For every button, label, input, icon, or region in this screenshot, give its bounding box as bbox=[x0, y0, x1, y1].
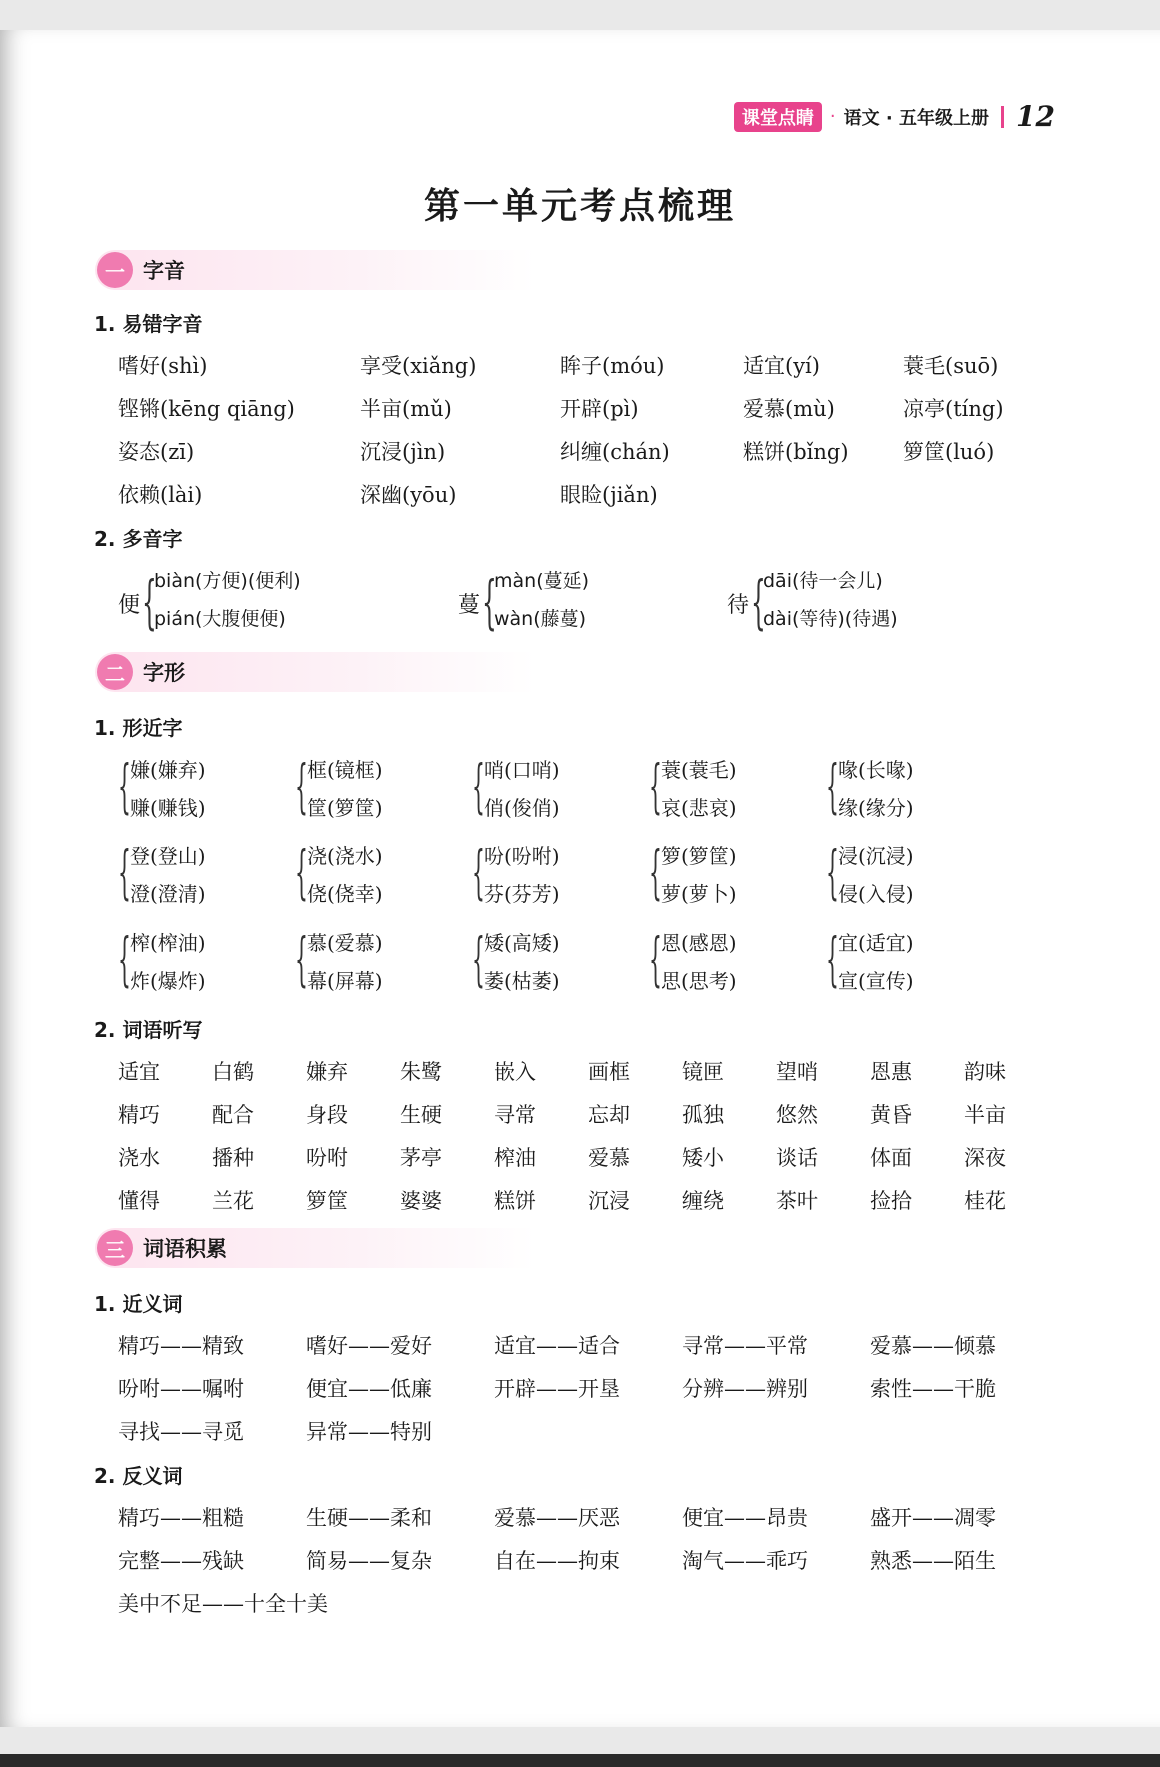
synonym-pair: 适宜——适合 bbox=[494, 1334, 620, 1358]
pronunciation-item: 凉亭(tíng) bbox=[903, 397, 1004, 421]
polyphone-reading: biàn(方便)(便利) bbox=[154, 570, 301, 592]
brace: { bbox=[142, 568, 157, 636]
pronunciation-item: 深幽(yōu) bbox=[360, 483, 457, 507]
pronunciation-item: 开辟(pì) bbox=[560, 397, 639, 421]
similar-char: 榨(榨油) bbox=[130, 931, 206, 955]
dictation-word: 爱慕 bbox=[588, 1146, 630, 1170]
section-header-pronunciation bbox=[95, 250, 535, 290]
similar-char: 炸(爆炸) bbox=[130, 969, 206, 993]
antonym-pair: 爱慕——厌恶 bbox=[494, 1506, 620, 1530]
antonym-pair: 淘气——乖巧 bbox=[682, 1549, 808, 1573]
antonym-pair: 便宜——昂贵 bbox=[682, 1506, 808, 1530]
dictation-word: 白鹤 bbox=[212, 1060, 254, 1084]
dictation-word: 缠绕 bbox=[682, 1189, 724, 1213]
dictation-word: 懂得 bbox=[118, 1189, 160, 1213]
brace: { bbox=[472, 838, 485, 906]
brace: { bbox=[118, 752, 131, 820]
dictation-word: 配合 bbox=[212, 1103, 254, 1127]
dictation-word: 镜匣 bbox=[682, 1060, 724, 1084]
dictation-word: 嵌入 bbox=[494, 1060, 536, 1084]
dictation-word: 半亩 bbox=[964, 1103, 1006, 1127]
antonym-pair: 简易——复杂 bbox=[306, 1549, 432, 1573]
brace: { bbox=[649, 925, 662, 993]
polyphone-char: 便 bbox=[118, 593, 141, 618]
similar-char: 宣(宣传) bbox=[838, 969, 914, 993]
dictation-word: 适宜 bbox=[118, 1060, 160, 1084]
brace: { bbox=[118, 925, 131, 993]
antonym-pair: 完整——残缺 bbox=[118, 1549, 244, 1573]
brace: { bbox=[118, 838, 131, 906]
dictation-word: 身段 bbox=[306, 1103, 348, 1127]
synonym-pair: 嗜好——爱好 bbox=[306, 1334, 432, 1358]
dictation-word: 桂花 bbox=[964, 1189, 1006, 1213]
subheading-antonyms: 2. 反义词 bbox=[94, 1464, 183, 1488]
dictation-word: 吩咐 bbox=[306, 1146, 348, 1170]
similar-char: 思(思考) bbox=[661, 969, 737, 993]
similar-char: 嫌(嫌弃) bbox=[130, 758, 206, 782]
pronunciation-item: 眸子(móu) bbox=[560, 354, 665, 378]
pronunciation-item: 糕饼(bǐng) bbox=[743, 440, 849, 464]
similar-char: 矮(高矮) bbox=[484, 931, 560, 955]
similar-char: 筐(箩筐) bbox=[307, 796, 383, 820]
polyphone-reading: dài(等待)(待遇) bbox=[763, 608, 898, 630]
synonym-pair: 开辟——开垦 bbox=[494, 1377, 620, 1401]
similar-char: 框(镜框) bbox=[307, 758, 383, 782]
section-number: 二 bbox=[97, 654, 133, 690]
brace: { bbox=[295, 925, 308, 993]
section-number: 三 bbox=[97, 1230, 133, 1266]
similar-char: 箩(箩筐) bbox=[661, 844, 737, 868]
dictation-word: 黄昏 bbox=[870, 1103, 912, 1127]
brace: { bbox=[472, 752, 485, 820]
similar-char: 吩(吩咐) bbox=[484, 844, 560, 868]
dictation-word: 沉浸 bbox=[588, 1189, 630, 1213]
polyphone-reading: wàn(藤蔓) bbox=[494, 608, 587, 630]
similar-char: 萎(枯萎) bbox=[484, 969, 560, 993]
synonym-pair: 便宜——低廉 bbox=[306, 1377, 432, 1401]
dictation-word: 精巧 bbox=[118, 1103, 160, 1127]
antonym-pair: 盛开——凋零 bbox=[870, 1506, 996, 1530]
dictation-word: 茅亭 bbox=[400, 1146, 442, 1170]
subheading-easy-mistake-pronunciation: 1. 易错字音 bbox=[94, 312, 203, 336]
book-series: 语文 · 五年级上册 bbox=[843, 107, 990, 129]
pronunciation-item: 纠缠(chán) bbox=[560, 440, 670, 464]
section-header-vocabulary bbox=[95, 1228, 535, 1268]
dictation-word: 朱鹭 bbox=[400, 1060, 442, 1084]
similar-char: 幕(屏幕) bbox=[307, 969, 383, 993]
dictation-word: 播种 bbox=[212, 1146, 254, 1170]
brace: { bbox=[649, 838, 662, 906]
dictation-word: 忘却 bbox=[588, 1103, 630, 1127]
dictation-word: 生硬 bbox=[400, 1103, 442, 1127]
section-label: 字形 bbox=[143, 661, 185, 685]
brace: { bbox=[472, 925, 485, 993]
pronunciation-item: 享受(xiǎng) bbox=[360, 354, 477, 378]
similar-char: 赚(赚钱) bbox=[130, 796, 206, 820]
similar-char: 哀(悲哀) bbox=[661, 796, 737, 820]
synonym-pair: 吩咐——嘱咐 bbox=[118, 1377, 244, 1401]
header-separator bbox=[1001, 106, 1004, 128]
pronunciation-item: 嗜好(shì) bbox=[118, 354, 208, 378]
brace: { bbox=[751, 568, 766, 636]
brace: { bbox=[295, 838, 308, 906]
similar-char: 缘(缘分) bbox=[838, 796, 914, 820]
similar-char: 宜(适宜) bbox=[838, 931, 914, 955]
similar-char: 浇(浇水) bbox=[307, 844, 383, 868]
pronunciation-item: 眼睑(jiǎn) bbox=[560, 483, 658, 507]
dictation-word: 体面 bbox=[870, 1146, 912, 1170]
polyphone-reading: pián(大腹便便) bbox=[154, 608, 286, 630]
synonym-pair: 寻找——寻觅 bbox=[118, 1420, 244, 1444]
similar-char: 俏(俊俏) bbox=[484, 796, 560, 820]
similar-char: 蓑(蓑毛) bbox=[661, 758, 737, 782]
similar-char: 恩(感恩) bbox=[661, 931, 737, 955]
polyphone-char: 待 bbox=[727, 593, 750, 618]
similar-char: 侵(入侵) bbox=[838, 882, 914, 906]
subheading-polyphones: 2. 多音字 bbox=[94, 527, 183, 551]
page-number: 12 bbox=[1016, 100, 1055, 133]
dictation-word: 孤独 bbox=[682, 1103, 724, 1127]
brace: { bbox=[826, 838, 839, 906]
header-dot: · bbox=[829, 106, 836, 127]
similar-char: 澄(澄清) bbox=[130, 882, 206, 906]
dictation-word: 婆婆 bbox=[400, 1189, 442, 1213]
pronunciation-item: 铿锵(kēng qiāng) bbox=[118, 397, 295, 421]
synonym-pair: 分辨——辨别 bbox=[682, 1377, 808, 1401]
polyphone-reading: màn(蔓延) bbox=[494, 570, 590, 592]
similar-char: 侥(侥幸) bbox=[307, 882, 383, 906]
synonym-pair: 索性——干脆 bbox=[870, 1377, 996, 1401]
dictation-word: 嫌弃 bbox=[306, 1060, 348, 1084]
pronunciation-item: 姿态(zī) bbox=[118, 440, 195, 464]
antonym-pair: 精巧——粗糙 bbox=[118, 1506, 244, 1530]
synonym-pair: 精巧——精致 bbox=[118, 1334, 244, 1358]
subheading-synonyms: 1. 近义词 bbox=[94, 1292, 183, 1316]
section-label: 词语积累 bbox=[143, 1237, 227, 1261]
synonym-pair: 异常——特别 bbox=[306, 1420, 432, 1444]
dictation-word: 箩筐 bbox=[306, 1189, 348, 1213]
page-header bbox=[734, 100, 1055, 133]
pronunciation-item: 爱慕(mù) bbox=[743, 397, 835, 421]
antonym-pair: 美中不足——十全十美 bbox=[118, 1592, 328, 1616]
dictation-word: 兰花 bbox=[212, 1189, 254, 1213]
bottom-bar bbox=[0, 1754, 1160, 1767]
subheading-similar-chars: 1. 形近字 bbox=[94, 716, 183, 740]
page-title: 第一单元考点梳理 bbox=[423, 186, 736, 227]
section-number: 一 bbox=[97, 252, 133, 288]
section-header-glyphs bbox=[95, 652, 535, 692]
similar-char: 登(登山) bbox=[130, 844, 206, 868]
pronunciation-item: 沉浸(jìn) bbox=[360, 440, 446, 464]
brace: { bbox=[482, 568, 497, 636]
brace: { bbox=[826, 925, 839, 993]
section-label: 字音 bbox=[143, 259, 185, 283]
brace: { bbox=[295, 752, 308, 820]
pronunciation-item: 适宜(yí) bbox=[743, 354, 820, 378]
antonym-pair: 熟悉——陌生 bbox=[870, 1549, 996, 1573]
pronunciation-item: 箩筐(luó) bbox=[903, 440, 995, 464]
brace: { bbox=[826, 752, 839, 820]
similar-char: 慕(爱慕) bbox=[307, 931, 383, 955]
dictation-word: 悠然 bbox=[776, 1103, 818, 1127]
similar-char: 浸(沉浸) bbox=[838, 844, 914, 868]
dictation-word: 糕饼 bbox=[494, 1189, 536, 1213]
synonym-pair: 爱慕——倾慕 bbox=[870, 1334, 996, 1358]
synonym-pair: 寻常——平常 bbox=[682, 1334, 808, 1358]
subheading-dictation: 2. 词语听写 bbox=[94, 1018, 203, 1042]
dictation-word: 矮小 bbox=[682, 1146, 724, 1170]
dictation-word: 榨油 bbox=[494, 1146, 536, 1170]
antonym-pair: 生硬——柔和 bbox=[306, 1506, 432, 1530]
dictation-word: 恩惠 bbox=[870, 1060, 912, 1084]
series-badge: 课堂点睛 bbox=[734, 102, 822, 132]
dictation-word: 望哨 bbox=[776, 1060, 818, 1084]
dictation-word: 捡拾 bbox=[870, 1189, 912, 1213]
dictation-word: 茶叶 bbox=[776, 1189, 818, 1213]
dictation-word: 浇水 bbox=[118, 1146, 160, 1170]
pronunciation-item: 依赖(lài) bbox=[118, 483, 203, 507]
similar-char: 芬(芬芳) bbox=[484, 882, 560, 906]
dictation-word: 画框 bbox=[588, 1060, 630, 1084]
dictation-word: 韵味 bbox=[964, 1060, 1006, 1084]
brace: { bbox=[649, 752, 662, 820]
similar-char: 哨(口哨) bbox=[484, 758, 560, 782]
dictation-word: 谈话 bbox=[776, 1146, 818, 1170]
dictation-word: 寻常 bbox=[494, 1103, 536, 1127]
pronunciation-item: 半亩(mǔ) bbox=[360, 397, 452, 421]
similar-char: 萝(萝卜) bbox=[661, 882, 737, 906]
antonym-pair: 自在——拘束 bbox=[494, 1549, 620, 1573]
polyphone-char: 蔓 bbox=[458, 593, 481, 618]
similar-char: 喙(长喙) bbox=[838, 758, 914, 782]
pronunciation-item: 蓑毛(suō) bbox=[903, 354, 999, 378]
dictation-word: 深夜 bbox=[964, 1146, 1006, 1170]
polyphone-reading: dāi(待一会儿) bbox=[763, 570, 883, 592]
